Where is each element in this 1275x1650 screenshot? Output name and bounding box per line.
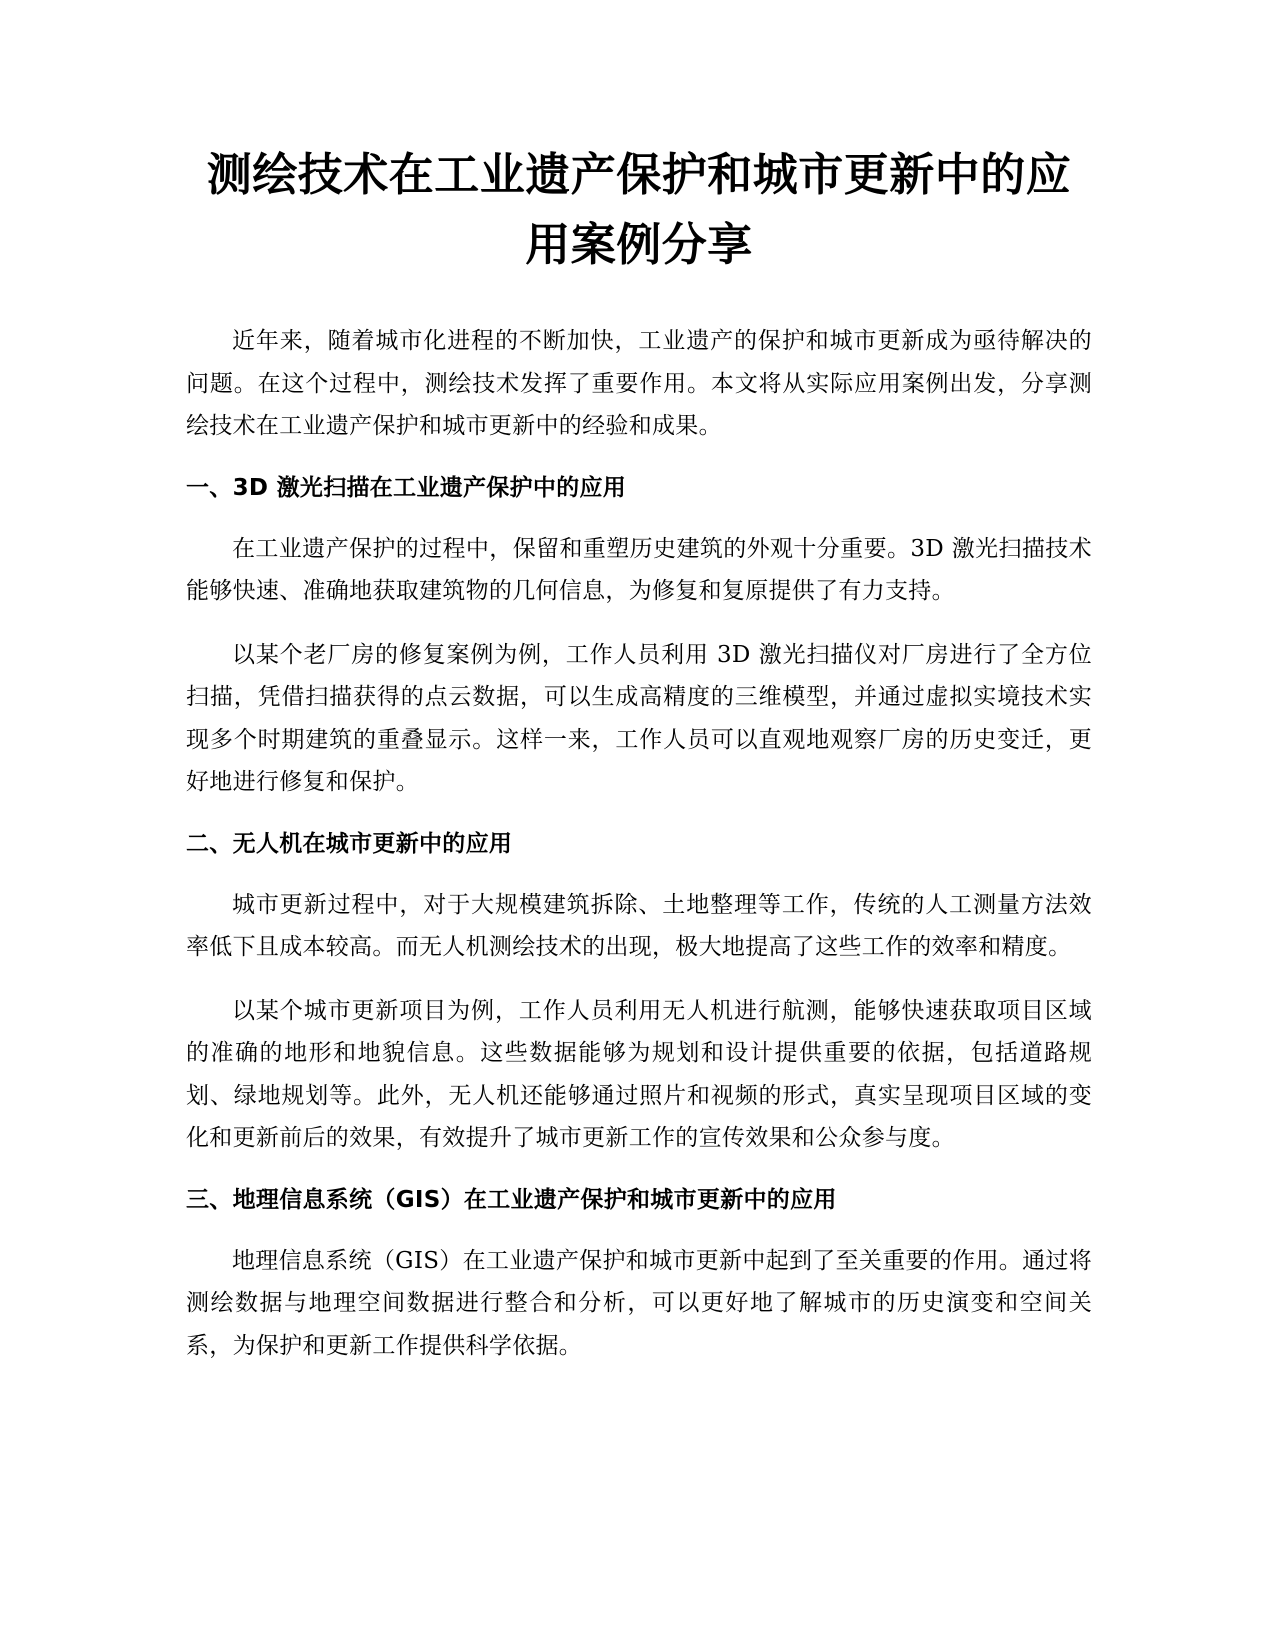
section-1-heading: 一、3D 激光扫描在工业遗产保护中的应用	[186, 474, 627, 501]
section-1-paragraph-1: 在工业遗产保护的过程中，保留和重塑历史建筑的外观十分重要。3D 激光扫描技术能够快速、准确地获取建筑物的几何信息，为修复和复原提供了有力支持。	[186, 535, 1092, 604]
section-3-paragraph-1: 地理信息系统（GIS）在工业遗产保护和城市更新中起到了至关重要的作用。通过将测绘数据与地理空间数据进行整合和分析，可以更好地了解城市的历史演变和空间关系，为保护和更新工作提供科学依据。	[186, 1247, 1092, 1359]
intro-paragraph: 近年来，随着城市化进程的不断加快，工业遗产的保护和城市更新成为亟待解决的问题。在这个过程中，测绘技术发挥了重要作用。本文将从实际应用案例出发，分享测绘技术在工业遗产保护和城市更新中的经验和成果。	[186, 328, 1092, 439]
document-title-line-1: 测绘技术在工业遗产保护和城市更新中的应	[206, 148, 1072, 201]
document-title	[186, 140, 1092, 280]
section-2-paragraph-1: 城市更新过程中，对于大规模建筑拆除、土地整理等工作，传统的人工测量方法效率低下且成本较高。而无人机测绘技术的出现，极大地提高了这些工作的效率和精度。	[186, 891, 1092, 960]
section-1-paragraph-2: 以某个老厂房的修复案例为例，工作人员利用 3D 激光扫描仪对厂房进行了全方位扫描，凭借扫描获得的点云数据，可以生成高精度的三维模型，并通过虚拟实境技术实现多个时期建筑的重叠显示。这样一来，工作人员可以直观地观察厂房的历史变迁，更好地进行修复和保护。	[186, 641, 1092, 795]
document-body	[186, 140, 1092, 1367]
document-title-line-2: 用案例分享	[525, 218, 753, 271]
section-2-heading: 二、无人机在城市更新中的应用	[186, 830, 513, 857]
section-2-paragraph-2: 以某个城市更新项目为例，工作人员利用无人机进行航测，能够快速获取项目区域的准确的地形和地貌信息。这些数据能够为规划和设计提供重要的依据，包括道路规划、绿地规划等。此外，无人机还能够通过照片和视频的形式，真实呈现项目区域的变化和更新前后的效果，有效提升了城市更新工作的宣传效果和公众参与度。	[186, 997, 1092, 1151]
section-3-heading: 三、地理信息系统（GIS）在工业遗产保护和城市更新中的应用	[186, 1186, 837, 1213]
